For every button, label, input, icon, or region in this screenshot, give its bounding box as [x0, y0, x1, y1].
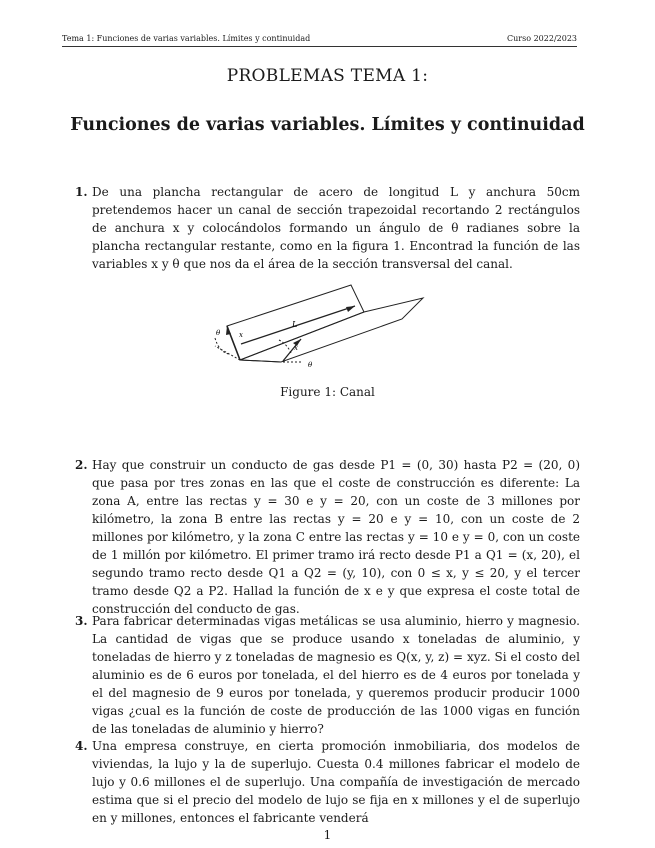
label-x-right: x: [294, 344, 298, 352]
problem-number: 1.: [75, 185, 88, 199]
length-arrow: [241, 306, 355, 344]
problem-3: [75, 612, 580, 738]
label-x-left: x: [239, 331, 243, 339]
page-number: 1: [323, 828, 332, 842]
canal-base-edge: [240, 360, 281, 362]
label-L: L: [292, 320, 298, 329]
problem-text: Para fabricar determinadas vigas metálicas se usa aluminio, hierro y magnesio. La cantidad de vigas que se produce usando x toneladas de aluminio, y toneladas de hierro y z toneladas de magnesio es Q(x, y, z) = xyz. Si el costo del aluminio es de 6 euros por tonelada, el del hierro es de 4 euros por tonelada y el del magnesio de 9 euros por tonelada, y queremos producir producir 1000 vigas ¿cual es la función de coste de producción de las 1000 vigas en función de las toneladas de aluminio y hierro?: [92, 614, 580, 736]
problem-number: 3.: [75, 614, 88, 628]
canal-figure: [205, 282, 435, 378]
problem-text: Una empresa construye, en cierta promoción inmobiliaria, dos modelos de viviendas, la lujo y la de superlujo. Cuesta 0.4 millones fabricar el modelo de lujo y 0.6 millones el de superlujo. Una compañía de investigación de mercado estima que si el precio del modelo de lujo se fija en x millones y el de superlujo en y millones, entonces el fabricante venderá: [92, 739, 580, 825]
page-title: PROBLEMAS TEMA 1:: [226, 66, 429, 86]
theta-right-arc: [279, 340, 291, 353]
problem-text: Hay que construir un conducto de gas desde P1 = (0, 30) hasta P2 = (20, 0) que pasa por tres zonas en las que el coste de construcción es diferente: La zona A, entre las rectas y = 30 e y = 20, con un coste de 3 millones por kilómetro, la zona B entre las rectas y = 20 e y = 10, con un coste de 2 millones por kilómetro, y la zona C entre las rectas y = 10 e y = 0, con un coste de 1 millón por kilómetro. El primer tramo irá recto desde P1 a Q1 = (x, 20), el segundo tramo recto desde Q1 a Q2 = (y, 10), con 0 ≤ x, y ≤ 20, y el tercer tramo desde Q2 a P2. Hallad la función de x e y que expresa el coste total de construcción del conducto de gas.: [92, 458, 580, 616]
label-theta-left: θ: [216, 329, 221, 337]
problem-number: 4.: [75, 739, 88, 753]
canal-right-wall: [240, 298, 423, 362]
header-left: Tema 1: Funciones de varias variables. Límites y continuidad: [62, 34, 311, 43]
length-arrowhead: [346, 306, 355, 312]
problem-2: [75, 456, 580, 618]
label-theta-right: θ: [308, 361, 313, 369]
problem-text: De una plancha rectangular de acero de longitud L y anchura 50cm pretendemos hacer un canal de sección trapezoidal recortando 2 rectángulos de anchura x y colocándolos formando un ángulo de θ radianes sobre la plancha rectangular restante, como en la figura 1. Encontrad la función de las variables x y θ que nos da el área de la sección transversal del canal.: [92, 185, 580, 271]
theta-left-arc: [215, 338, 229, 354]
problem-number: 2.: [75, 458, 88, 472]
problem-1: [75, 183, 580, 273]
problem-4: [75, 737, 580, 827]
figure-caption: Figure 1: Canal: [280, 385, 375, 399]
header-right: Curso 2022/2023: [507, 34, 577, 43]
running-header: [62, 34, 577, 47]
page-subtitle: Funciones de varias variables. Límites y continuidad: [70, 115, 585, 135]
